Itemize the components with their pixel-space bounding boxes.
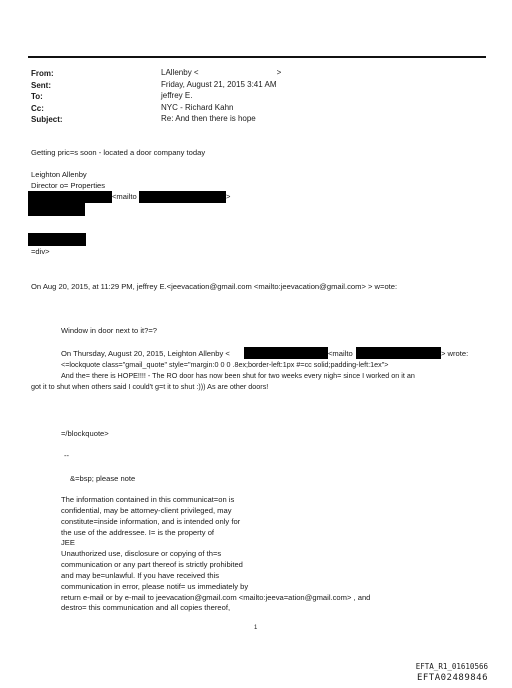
efta-large-id: EFTA02489846 xyxy=(416,673,488,683)
thursday-wrote: > wrote: xyxy=(441,349,469,358)
disclaimer-line: the use of the addressee. I= is the property of xyxy=(61,527,215,537)
disclaimer xyxy=(61,495,370,614)
signature-title: Director o= Properties xyxy=(31,181,106,190)
disclaimer-line: Unauthorized use, disclosure or copying of th=s xyxy=(61,549,222,559)
redaction-box xyxy=(28,203,85,216)
subject-label: Subject: xyxy=(31,115,63,124)
disclaimer-line: destro= this communication and all copies thereof, xyxy=(61,603,231,613)
please-note: &=bsp; please note xyxy=(70,474,136,483)
disclaimer-line: communication or any part thereof is strictly prohibited xyxy=(61,560,243,570)
redaction-box xyxy=(28,233,86,246)
efta-small-id: EFTA_R1_01610566 xyxy=(415,662,488,671)
redaction-box xyxy=(244,347,328,359)
disclaimer-line: The information contained in this communicat=on is xyxy=(61,495,235,504)
body-line-1: Getting pric=s soon - located a door company today xyxy=(31,148,206,157)
sent-value: Friday, August 21, 2015 3:41 AM xyxy=(161,79,277,89)
header-labels xyxy=(31,68,63,126)
signature-dashes: -- xyxy=(64,451,70,460)
from-value: LAllenby < > xyxy=(161,68,282,77)
disclaimer-line: return e-mail or by e-mail to jeevacation@gmail.com <mailto:jeeva=ation@gmail.com> , and xyxy=(61,592,371,602)
div-close-tag: =div> xyxy=(31,247,50,256)
signature-name: Leighton Allenby xyxy=(31,170,87,179)
blockquote-open: <=lockquote class="gmail_quote" style="margin:0 0 0 .8ex;border-left:1px #=cc solid;padding-left:1ex"> xyxy=(61,360,389,369)
redaction-box xyxy=(139,191,226,203)
subject-value: Re: And then there is hope xyxy=(161,114,256,123)
disclaimer-line: confidential, may be attorney-client privileged, may xyxy=(61,505,232,515)
reply-header: On Aug 20, 2015, at 11:29 PM, jeffrey E.<jeevacation@gmail.com <mailto:jeevacation@gmail.com> > w=ote: xyxy=(31,282,398,291)
disclaimer-line: communication in error, please notif= us immediately by xyxy=(61,581,249,591)
signature-mailto-tail: > xyxy=(226,192,231,201)
cc-label: Cc: xyxy=(31,103,44,113)
hope-line: And the= there is HOPE!!!! - The RO door has now been shut for two weeks every nigh= since I worked on it an xyxy=(61,371,415,380)
disclaimer-line: JEE xyxy=(61,538,75,548)
header-rule xyxy=(28,56,486,58)
to-value: jeffrey E. xyxy=(161,91,193,100)
to-label: To: xyxy=(31,92,43,101)
sent-label: Sent: xyxy=(31,80,51,90)
disclaimer-line: and may be=unlawful. If you have received this xyxy=(61,570,220,580)
window-question: Window in door next to it?=? xyxy=(61,326,158,335)
cc-value: NYC - Richard Kahn xyxy=(161,102,234,112)
redaction-box xyxy=(28,191,112,203)
page-number: 1 xyxy=(254,625,258,631)
disclaimer-line: constitute=inside information, and is intended only for xyxy=(61,516,241,526)
thursday-mailto: <mailto xyxy=(328,349,353,358)
from-label: From: xyxy=(31,69,54,78)
redaction-box xyxy=(356,347,441,359)
header-values xyxy=(161,67,281,125)
signature-mailto: <mailto xyxy=(112,192,137,201)
thursday-header: On Thursday, August 20, 2015, Leighton Allenby < xyxy=(61,349,230,358)
shut-line: got it to shut when others said I could't g=t it to shut :))) As are other doors! xyxy=(31,382,269,391)
blockquote-close: =/blockquote> xyxy=(61,429,109,438)
